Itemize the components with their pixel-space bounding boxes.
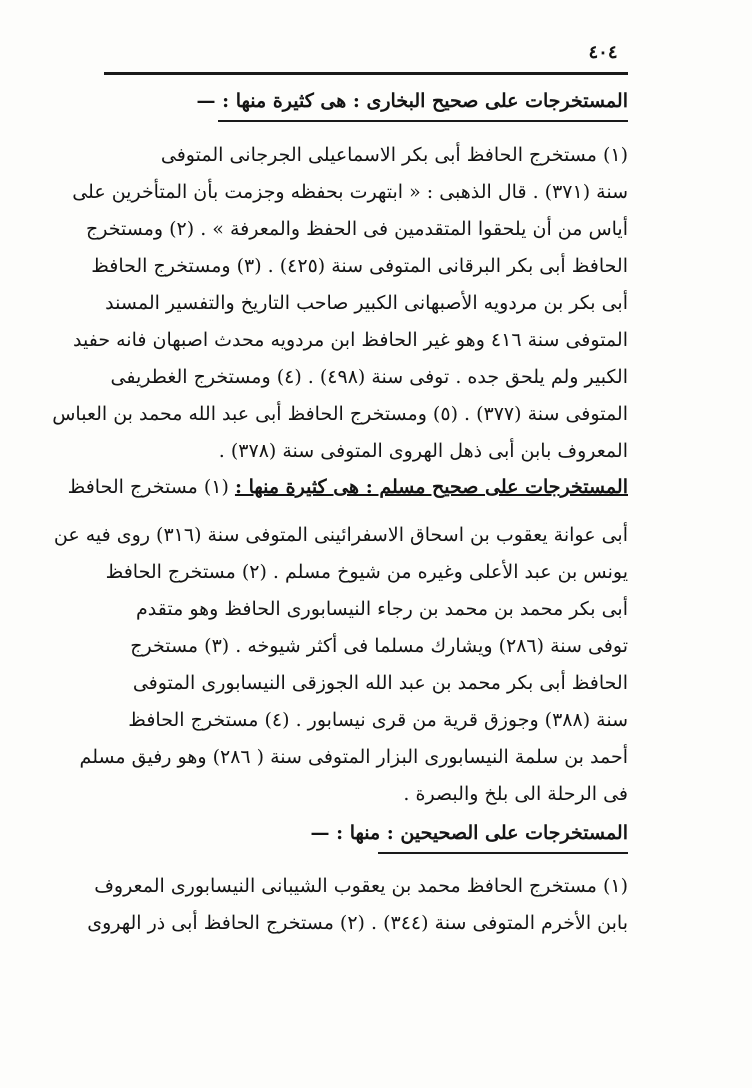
text-line: الحافظ أبى بكر محمد بن عبد الله الجوزقى النيسابورى المتوفى bbox=[132, 672, 628, 694]
text-line: المعروف بابن أبى ذهل الهروى المتوفى سنة (٣٧٨) . bbox=[218, 440, 628, 462]
text-line: سنة (٣٨٨) وجوزق قرية من قرى نيسابور . (٤) مستخرج الحافظ bbox=[128, 709, 628, 731]
section-heading-muslim-rest: (١) مستخرج الحافظ bbox=[67, 476, 235, 498]
text-line: أبى بكر محمد بن محمد بن رجاء النيسابورى الحافظ وهو متقدم bbox=[136, 598, 628, 620]
text-line: الكبير ولم يلحق جده . توفى سنة (٤٩٨) . (٤) ومستخرج الغطريفى bbox=[110, 366, 628, 388]
text-line: المتوفى سنة (٣٧٧) . (٥) ومستخرج الحافظ أبى عبد الله محمد بن العباس bbox=[52, 403, 628, 425]
text-line: توفى سنة (٢٨٦) ويشارك مسلما فى أكثر شيوخه . (٣) مستخرج bbox=[130, 635, 628, 657]
section-heading-bukhari: المستخرجات على صحيح البخارى : هى كثيرة منها : — bbox=[196, 90, 628, 112]
text-line: سنة (٣٧١) . قال الذهبى : « ابتهرت بحفظه وجزمت بأن المتأخرين على bbox=[72, 181, 628, 203]
text-line: أبى عوانة يعقوب بن اسحاق الاسفرائينى المتوفى سنة (٣١٦) روى فيه عن bbox=[53, 524, 628, 546]
section-heading-muslim-title: المستخرجات على صحيح مسلم : هى كثيرة منها : bbox=[234, 476, 628, 498]
text-line: بابن الأخرم المتوفى سنة (٣٤٤) . (٢) مستخرج الحافظ أبى ذر الهروى bbox=[87, 912, 628, 934]
heading-underline bbox=[218, 120, 628, 122]
text-line: (١) مستخرج الحافظ محمد بن يعقوب الشيبانى النيسابورى المعروف bbox=[94, 875, 628, 897]
text-line: أياس من أن يلحقوا المتقدمين فى الحفظ والمعرفة » . (٢) ومستخرج bbox=[86, 218, 628, 240]
section-body-sahihain bbox=[87, 868, 628, 942]
heading-underline bbox=[378, 852, 628, 854]
text-line: المتوفى سنة ٤١٦ وهو غير الحافظ ابن مردويه محدث اصبهان فانه حفيد bbox=[73, 329, 628, 351]
text-line: يونس بن عبد الأعلى وغيره من شيوخ مسلم . (٢) مستخرج الحافظ bbox=[105, 561, 628, 583]
text-line: (١) مستخرج الحافظ أبى بكر الاسماعيلى الجرجانى المتوفى bbox=[160, 144, 628, 166]
text-line: أبى بكر بن مردويه الأصبهانى الكبير صاحب التاريخ والتفسير المسند bbox=[105, 292, 628, 314]
section-body-bukhari bbox=[52, 137, 628, 470]
page-number: ٤٠٤ bbox=[588, 42, 618, 63]
top-rule bbox=[104, 72, 628, 75]
text-line: الحافظ أبى بكر البرقانى المتوفى سنة (٤٢٥) . (٣) ومستخرج الحافظ bbox=[91, 255, 628, 277]
section-heading-muslim bbox=[68, 472, 628, 502]
text-line: أحمد بن سلمة النيسابورى البزار المتوفى سنة ( ٢٨٦) وهو رفيق مسلم bbox=[79, 746, 628, 768]
section-heading-sahihain: المستخرجات على الصحيحين : منها : — bbox=[310, 822, 628, 844]
section-body-muslim bbox=[53, 517, 628, 813]
text-line: فى الرحلة الى بلخ والبصرة . bbox=[403, 783, 628, 805]
